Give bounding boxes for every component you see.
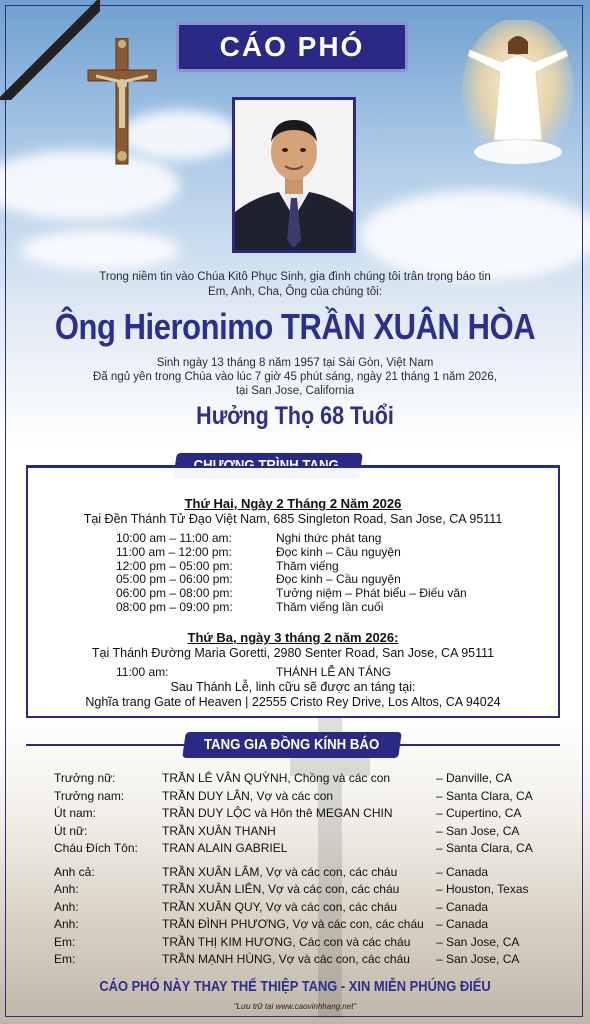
- day1-location: Tại Đền Thánh Tử Đạo Việt Nam, 685 Singleton Road, San Jose, CA 95111: [83, 512, 503, 526]
- day2-location: Tại Thánh Đường Maria Goretti, 2980 Senter Road, San Jose, CA 95111: [91, 646, 495, 660]
- family-row: Em: TRẦN THỊ KIM HƯƠNG, Các con và các cháu – San Jose, CA: [54, 934, 520, 949]
- program-box: [26, 466, 560, 718]
- mourning-ribbon: [0, 0, 100, 100]
- intro-line: Em, Anh, Cha, Ông của chúng tôi:: [208, 286, 382, 298]
- schedule-row: 11:00 am – 12:00 pm: Đọc kinh – Cầu nguyện: [116, 544, 401, 559]
- day1-heading: Thứ Hai, Ngày 2 Tháng 2 Năm 2026: [184, 496, 402, 511]
- family-row: Anh: TRẦN XUÂN LIÊN, Vợ và các con, các cháu – Houston, Texas: [54, 882, 529, 896]
- risen-jesus-image: [462, 20, 574, 165]
- day2-heading: Thứ Ba, ngày 3 tháng 2 năm 2026:: [187, 630, 399, 645]
- family-row: Út nữ: TRẦN XUÂN THANH – San Jose, CA: [54, 823, 520, 838]
- family-row: Anh: TRẦN XUÂN QUY, Vợ và các con, các cháu – Canada: [54, 899, 489, 914]
- footer-notice: CÁO PHÓ NÀY THAY THẾ THIỆP TANG - XIN MIỄN PHÚNG ĐIẾU: [99, 978, 491, 995]
- day2-schedule: [116, 666, 391, 680]
- schedule-row: 12:00 pm – 05:00 pm: Thăm viếng: [116, 558, 339, 573]
- family-banner: [182, 732, 402, 758]
- burial-line: Sau Thánh Lễ, linh cữu sẽ được an táng tại:: [170, 680, 416, 694]
- intro-line: Trong niềm tin vào Chúa Kitô Phục Sinh, gia đình chúng tôi trân trọng báo tin: [99, 271, 491, 283]
- family-row: Em: TRẦN MẠNH HÙNG, Vợ và các con, các cháu – San Jose, CA: [54, 952, 520, 966]
- family-row: Anh: TRẦN ĐÌNH PHƯƠNG, Vợ và các con, các cháu – Canada: [54, 917, 489, 931]
- death-line: Đã ngủ yên trong Chúa vào lúc 7 giờ 45 phút sáng, ngày 21 tháng 1 năm 2026,: [93, 371, 497, 383]
- day1-schedule: [116, 532, 467, 615]
- schedule-row: 06:00 pm – 08:00 pm: Tưởng niệm – Phát biểu – Điếu văn: [116, 586, 467, 601]
- crucifix-icon: [86, 38, 158, 168]
- death-place-line: tại San Jose, California: [235, 385, 355, 397]
- schedule-row: 05:00 pm – 06:00 pm: Đọc kinh – Cầu nguyện: [116, 572, 401, 587]
- deceased-portrait: [232, 97, 356, 253]
- intro-text: [0, 270, 590, 300]
- deceased-name: Ông Hieronimo TRẦN XUÂN HÒA: [54, 306, 536, 347]
- schedule-row: 11:00 am: THÁNH LỄ AN TÁNG: [116, 665, 392, 679]
- schedule-row: 08:00 pm – 09:00 pm: Thăm viếng lần cuối: [116, 599, 384, 614]
- life-dates: [0, 356, 590, 398]
- schedule-row: 10:00 am – 11:00 am: Nghi thức phát tang: [116, 531, 382, 545]
- page-title: CÁO PHÓ: [176, 22, 408, 72]
- family-row: Út nam: TRẦN DUY LỘC và Hôn thê MEGAN CHIN – Cupertino, CA: [54, 806, 522, 820]
- cloud: [20, 230, 180, 270]
- burial-address: Nghĩa trang Gate of Heaven | 22555 Cristo Rey Drive, Los Altos, CA 94024: [85, 695, 501, 709]
- family-row: Trưởng nam: TRẦN DUY LÂN, Vợ và các con – Santa Clara, CA: [54, 788, 533, 803]
- archive-credit: "Lưu trữ tại www.caovinhhang.net": [233, 1002, 357, 1011]
- birth-line: Sinh ngày 13 tháng 8 năm 1957 tại Sài Gòn, Việt Nam: [156, 357, 434, 369]
- age-line: Hưởng Thọ 68 Tuổi: [196, 402, 394, 430]
- family-list: [54, 770, 556, 969]
- family-title: TANG GIA ĐỒNG KÍNH BÁO: [204, 736, 380, 753]
- family-row: Trưởng nữ: TRẦN LÊ VÂN QUỲNH, Chồng và các con – Danville, CA: [54, 771, 513, 785]
- family-row: Cháu Đích Tôn: TRAN ALAIN GABRIEL – Santa Clara, CA: [54, 841, 533, 855]
- cloud: [360, 190, 590, 280]
- family-row: Anh cả: TRẦN XUÂN LÂM, Vợ và các con, các cháu – Canada: [54, 864, 489, 879]
